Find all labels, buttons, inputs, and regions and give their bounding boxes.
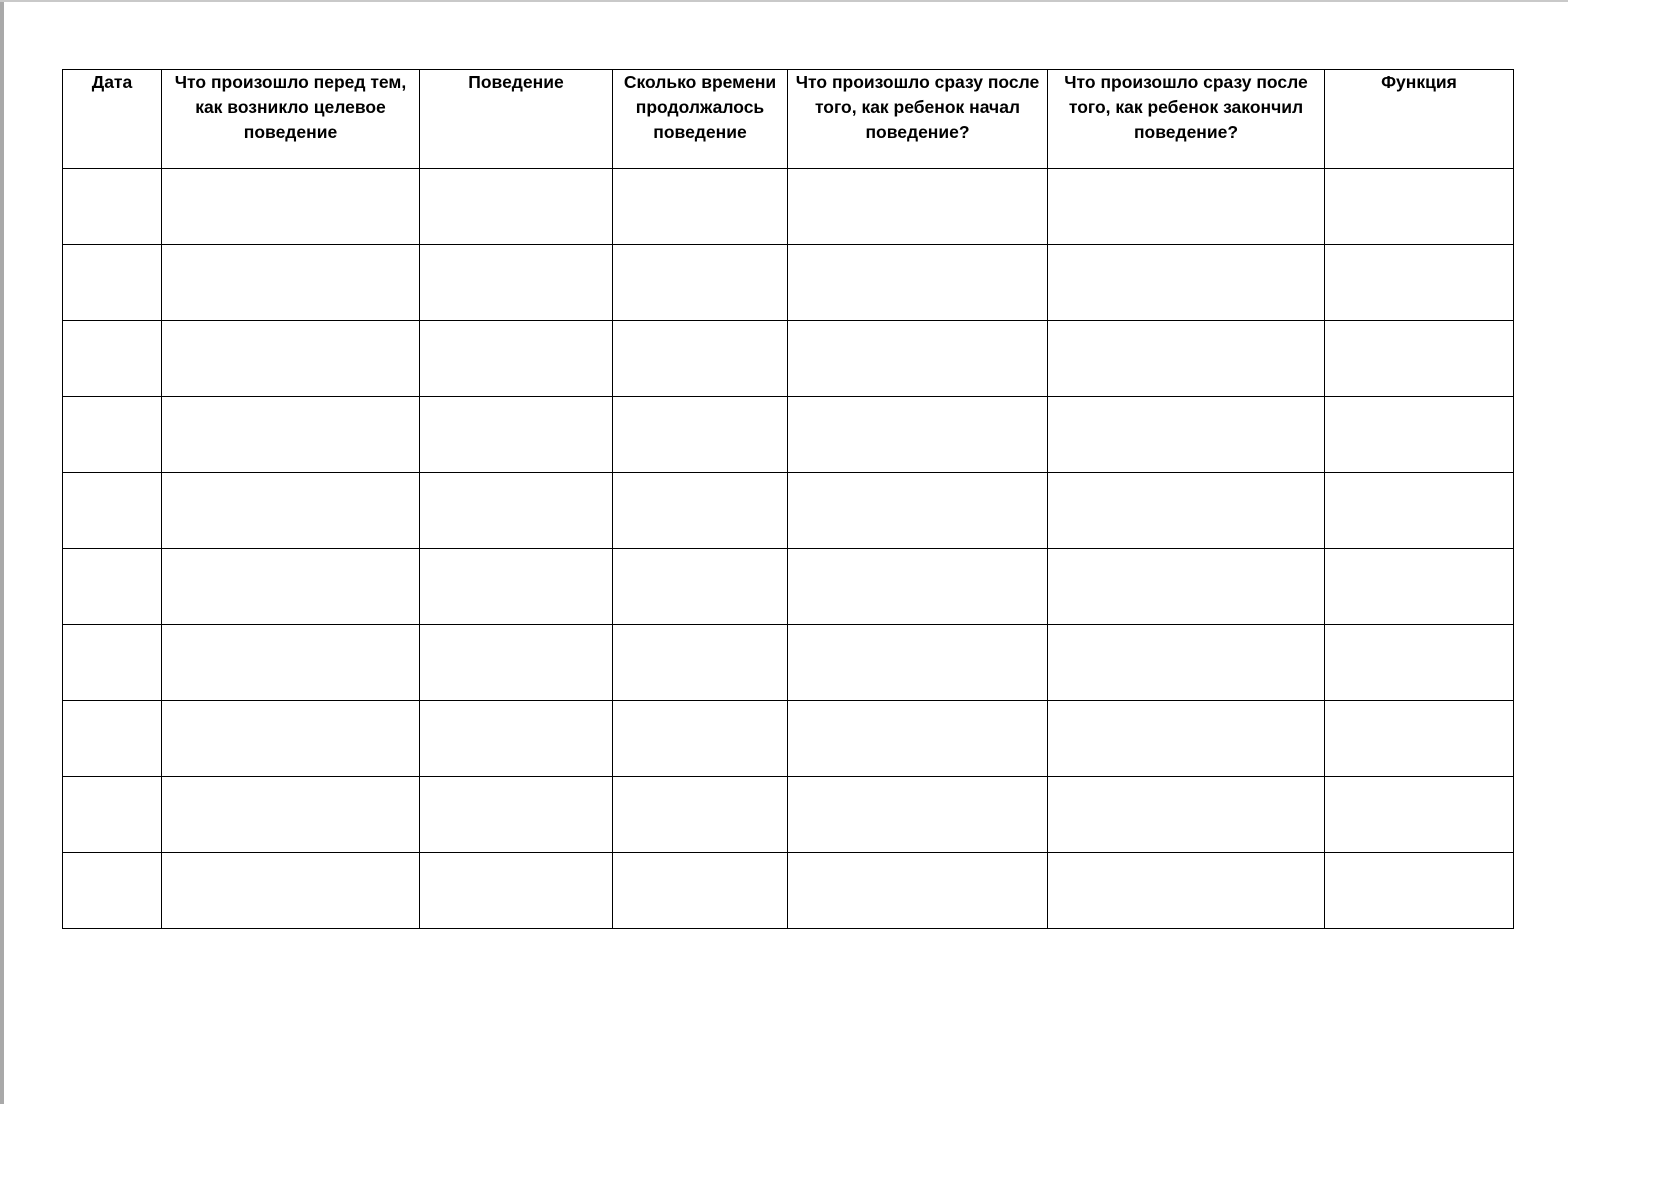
table-cell[interactable]: [788, 473, 1048, 549]
table-cell[interactable]: [613, 473, 788, 549]
table-header-row: [63, 70, 1514, 169]
table-cell[interactable]: [1048, 473, 1325, 549]
table-cell[interactable]: [162, 853, 420, 929]
table-cell[interactable]: [63, 853, 162, 929]
table-cell[interactable]: [420, 245, 613, 321]
table-cell[interactable]: [788, 549, 1048, 625]
header-date: Дата: [63, 70, 162, 169]
table-cell[interactable]: [162, 321, 420, 397]
table-cell[interactable]: [63, 473, 162, 549]
table-cell[interactable]: [162, 473, 420, 549]
table-cell[interactable]: [613, 853, 788, 929]
table-cell[interactable]: [613, 777, 788, 853]
table-cell[interactable]: [1325, 397, 1514, 473]
table-cell[interactable]: [788, 169, 1048, 245]
table-cell[interactable]: [1048, 625, 1325, 701]
table-row: [63, 853, 1514, 929]
table-cell[interactable]: [162, 549, 420, 625]
table-cell[interactable]: [162, 777, 420, 853]
behavior-log-table: [62, 69, 1514, 929]
table-cell[interactable]: [788, 245, 1048, 321]
table-cell[interactable]: [788, 397, 1048, 473]
header-consequence-start: Что произошло сразу после того, как ребенок начал поведение?: [788, 70, 1048, 169]
table-row: [63, 701, 1514, 777]
table-cell[interactable]: [162, 397, 420, 473]
table-row: [63, 397, 1514, 473]
table-cell[interactable]: [613, 397, 788, 473]
table-cell[interactable]: [613, 549, 788, 625]
table-cell[interactable]: [1325, 701, 1514, 777]
table-body: [63, 169, 1514, 929]
table-cell[interactable]: [613, 625, 788, 701]
document-page: [4, 2, 1568, 1104]
table-cell[interactable]: [1048, 853, 1325, 929]
table-cell[interactable]: [1325, 245, 1514, 321]
table-cell[interactable]: [1325, 473, 1514, 549]
table-cell[interactable]: [63, 625, 162, 701]
table-cell[interactable]: [1048, 245, 1325, 321]
table-cell[interactable]: [788, 321, 1048, 397]
table-cell[interactable]: [1048, 701, 1325, 777]
table-cell[interactable]: [162, 245, 420, 321]
header-duration: Сколько времени продолжалось поведение: [613, 70, 788, 169]
table-row: [63, 169, 1514, 245]
table-cell[interactable]: [1325, 169, 1514, 245]
table-cell[interactable]: [420, 853, 613, 929]
table-row: [63, 625, 1514, 701]
table-cell[interactable]: [420, 169, 613, 245]
header-consequence-end: Что произошло сразу после того, как ребенок закончил поведение?: [1048, 70, 1325, 169]
table-row: [63, 473, 1514, 549]
table-cell[interactable]: [420, 549, 613, 625]
table-cell[interactable]: [1048, 777, 1325, 853]
table-row: [63, 549, 1514, 625]
header-antecedent: Что произошло перед тем, как возникло целевое поведение: [162, 70, 420, 169]
table-cell[interactable]: [1048, 549, 1325, 625]
table-cell[interactable]: [63, 321, 162, 397]
table-cell[interactable]: [162, 701, 420, 777]
table-cell[interactable]: [788, 853, 1048, 929]
table-cell[interactable]: [1048, 397, 1325, 473]
table-cell[interactable]: [1325, 853, 1514, 929]
table-cell[interactable]: [420, 321, 613, 397]
table-cell[interactable]: [63, 169, 162, 245]
table-cell[interactable]: [1325, 625, 1514, 701]
table-cell[interactable]: [420, 625, 613, 701]
table-cell[interactable]: [613, 245, 788, 321]
table-cell[interactable]: [63, 549, 162, 625]
table-cell[interactable]: [1325, 777, 1514, 853]
table-cell[interactable]: [420, 397, 613, 473]
table-cell[interactable]: [63, 397, 162, 473]
table-cell[interactable]: [788, 701, 1048, 777]
table-cell[interactable]: [63, 245, 162, 321]
header-function: Функция: [1325, 70, 1514, 169]
table-cell[interactable]: [162, 169, 420, 245]
table-cell[interactable]: [162, 625, 420, 701]
table-row: [63, 321, 1514, 397]
table-row: [63, 245, 1514, 321]
table-row: [63, 777, 1514, 853]
table-cell[interactable]: [1048, 321, 1325, 397]
table-cell[interactable]: [63, 701, 162, 777]
table-cell[interactable]: [420, 701, 613, 777]
table-cell[interactable]: [1325, 549, 1514, 625]
table-cell[interactable]: [613, 321, 788, 397]
table-cell[interactable]: [63, 777, 162, 853]
table-cell[interactable]: [420, 777, 613, 853]
table-cell[interactable]: [613, 169, 788, 245]
table-cell[interactable]: [1325, 321, 1514, 397]
header-behavior: Поведение: [420, 70, 613, 169]
table-cell[interactable]: [613, 701, 788, 777]
table-cell[interactable]: [420, 473, 613, 549]
table-cell[interactable]: [1048, 169, 1325, 245]
table-cell[interactable]: [788, 777, 1048, 853]
table-cell[interactable]: [788, 625, 1048, 701]
